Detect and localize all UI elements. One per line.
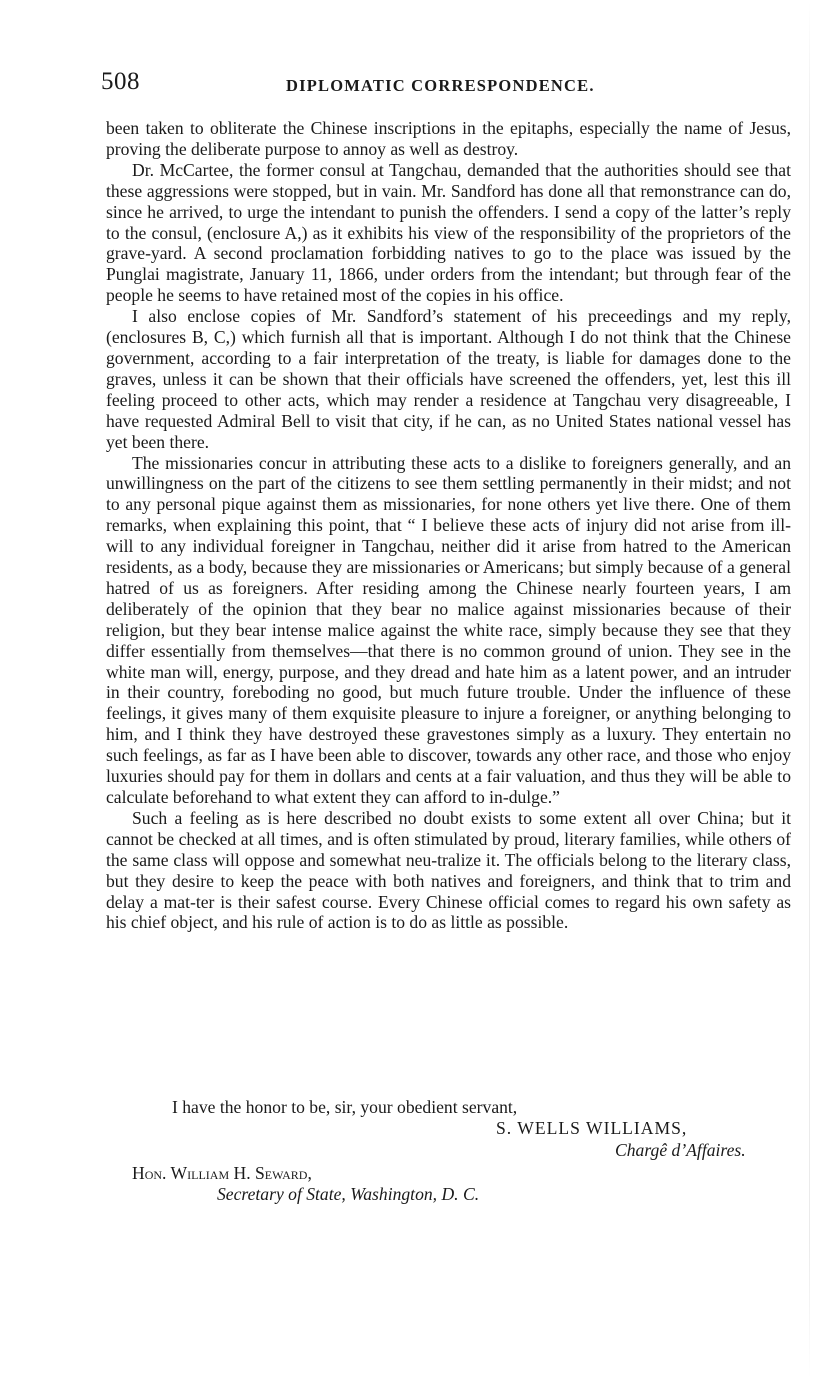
page-number: 508 — [101, 68, 140, 95]
paragraph-mccartee: Dr. McCartee, the former consul at Tangchau, demanded that the authorities should see that these aggressions were stopped, but in vain. Mr. Sandford has done all that remonstrance can do, since he arrived, to urge the intendant to punish the offenders. I send a copy of the latter’s reply to the consul, (enclosure A,) as it exhibits his view of the responsibility of the proprietors of the grave-yard. A second proclamation forbidding natives to go to the place was issued by the Punglai magistrate, January 11, 1866, under orders from the intendant; but through fear of the people he seems to have retained most of the copies in his office. — [106, 159, 791, 306]
addressee-name: Hon. William H. Seward, — [132, 1163, 312, 1183]
paragraph-enclosures: I also enclose copies of Mr. Sandford’s statement of his preceedings and my reply, (enclosures B, C,) which furnish all that is important. Although I do not think that the Chinese government, according to a fair interpretation of the treaty, is liable for damages done to the graves, unless it can be shown that their officials have screened the offenders, yet, lest this ill feeling proceed to other acts, which may render a residence at Tangchau very disagreeable, I have requested Admiral Bell to visit that city, if he can, as no United States national vessel has yet been there. — [106, 306, 791, 452]
paragraph-missionaries: The missionaries concur in attributing these acts to a dislike to foreigners generally, and an unwillingness on the part of the citizens to see them settling permanently in their midst; and not to any personal pique against them as missionaries, for none others yet live there. One of them remarks, when explaining this point, that “ I believe these acts of injury did not arise from ill-will to any individual foreigner in Tangchau, neither did it arise from hatred to the American residents, as a body, because they are missionaries or Americans; but simply because of a general hatred of us as foreigners. After residing among the Chinese nearly fourteen years, I am deliberately of the opinion that they bear no malice against missionaries because of their religion, but they bear intense malice against the white race, simply because they see that they differ essentially from themselves—that there is no common ground of union. They see in the white man will, energy, purpose, and they dread and hate him as a latent power, and an intruder in their country, foreboding no good, but much future trouble. Under the influence of these feelings, it gives many of them exquisite pleasure to injure a foreigner, or anything belonging to him, and I think they have destroyed these gravestones simply as a luxury. They entertain no such feelings, as far as I have been able to discover, towards any other race, and those who enjoy luxuries should pay for them in dollars and cents at a fair valuation, and thus they will be able to calculate beforehand to what extent they can afford to in-dulge.” — [106, 452, 791, 807]
letter-body — [106, 118, 791, 933]
signature: S. WELLS WILLIAMS, — [496, 1118, 688, 1138]
closing-salutation: I have the honor to be, sir, your obedient servant, — [172, 1097, 518, 1117]
paragraph-continuation: been taken to obliterate the Chinese inscriptions in the epitaphs, especially the name of Jesus, proving the deliberate purpose to annoy as well as destroy. — [106, 118, 791, 159]
page-edge-line — [809, 0, 810, 1380]
running-head: DIPLOMATIC CORRESPONDENCE. — [286, 76, 595, 95]
page-header — [101, 68, 791, 108]
paragraph-feeling: Such a feeling as is here described no doubt exists to some extent all over China; but it cannot be checked at all times, and is often stimulated by proud, literary families, while others of the same class will oppose and somewhat neu-tralize it. The officials belong to the literary class, but they desire to keep the peace with both natives and foreigners, and think that to trim and delay a mat-ter is their safest course. Every Chinese official comes to regard his own safety as his chief object, and his rule of action is to do as little as possible. — [106, 807, 791, 933]
signature-title: Chargê d’Affaires. — [615, 1140, 746, 1160]
addressee-title: Secretary of State, Washington, D. C. — [217, 1184, 480, 1204]
